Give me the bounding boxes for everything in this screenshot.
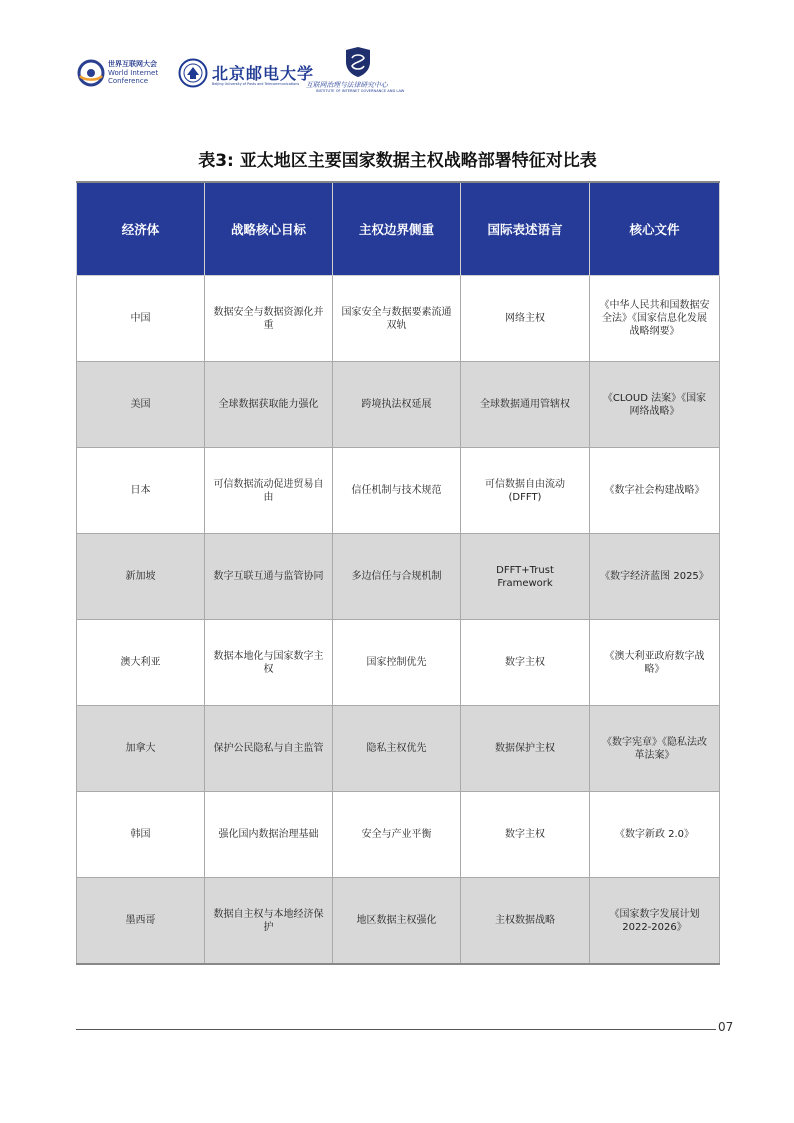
table-cell-language: 主权数据战略 <box>461 878 590 965</box>
page-number: 07 <box>718 1020 734 1034</box>
bupt-logo-en: Beijing University of Posts and Telecommunications <box>212 82 300 86</box>
table-cell-economy: 中国 <box>77 276 205 362</box>
table-cell-goal: 保护公民隐私与自主监管 <box>205 706 333 792</box>
table-cell-focus: 国家控制优先 <box>333 620 461 706</box>
column-header: 核心文件 <box>590 182 720 276</box>
institute-logo-en: INSTITUTE OF INTERNET GOVERNANCE AND LAW <box>316 89 405 93</box>
table-row <box>77 792 720 878</box>
wic-logo-en-2: Conference <box>108 77 149 85</box>
column-header: 国际表述语言 <box>461 182 590 276</box>
institute-logo <box>306 46 416 100</box>
table-row <box>77 448 720 534</box>
bupt-seal-icon <box>178 58 208 88</box>
table-cell-economy: 新加坡 <box>77 534 205 620</box>
table-cell-focus: 隐私主权优先 <box>333 706 461 792</box>
table-cell-focus: 多边信任与合规机制 <box>333 534 461 620</box>
table-cell-language: 数字主权 <box>461 620 590 706</box>
table-row <box>77 276 720 362</box>
table-cell-economy: 美国 <box>77 362 205 448</box>
table-cell-focus: 地区数据主权强化 <box>333 878 461 965</box>
table-cell-focus: 跨境执法权延展 <box>333 362 461 448</box>
table-cell-documents: 《澳大利亚政府数字战略》 <box>590 620 720 706</box>
table-row <box>77 620 720 706</box>
table-cell-goal: 强化国内数据治理基础 <box>205 792 333 878</box>
table-cell-focus: 信任机制与技术规范 <box>333 448 461 534</box>
table-cell-language: 数字主权 <box>461 792 590 878</box>
institute-logo-cn: 互联网治理与法律研究中心 <box>306 81 388 89</box>
table-cell-language: 网络主权 <box>461 276 590 362</box>
table-cell-goal: 全球数据获取能力强化 <box>205 362 333 448</box>
table-row <box>77 878 720 965</box>
table-cell-economy: 澳大利亚 <box>77 620 205 706</box>
column-header: 战略核心目标 <box>205 182 333 276</box>
table-cell-documents: 《数字新政 2.0》 <box>590 792 720 878</box>
table-row <box>77 362 720 448</box>
table-cell-goal: 可信数据流动促进贸易自由 <box>205 448 333 534</box>
wic-logo-cn: 世界互联网大会 <box>108 60 157 68</box>
table-cell-economy: 日本 <box>77 448 205 534</box>
table-cell-language: 全球数据通用管辖权 <box>461 362 590 448</box>
table-cell-documents: 《数字社会构建战略》 <box>590 448 720 534</box>
table-row <box>77 706 720 792</box>
institute-shield-icon <box>344 46 372 78</box>
table-header-row <box>77 182 720 276</box>
table-cell-goal: 数据自主权与本地经济保护 <box>205 878 333 965</box>
table-cell-documents: 《中华人民共和国数据安全法》《国家信息化发展战略纲要》 <box>590 276 720 362</box>
wic-logo-en-1: World Internet <box>108 68 159 77</box>
table-cell-language: 可信数据自由流动(DFFT) <box>461 448 590 534</box>
table-cell-documents: 《数字经济蓝图 2025》 <box>590 534 720 620</box>
table-row <box>77 534 720 620</box>
comparison-table-container <box>76 181 719 965</box>
table-cell-focus: 安全与产业平衡 <box>333 792 461 878</box>
table-title: 表3: 亚太地区主要国家数据主权战略部署特征对比表 <box>198 151 597 171</box>
bupt-logo <box>178 56 315 92</box>
column-header: 经济体 <box>77 182 205 276</box>
column-header: 主权边界侧重 <box>333 182 461 276</box>
table-cell-language: DFFT+Trust Framework <box>461 534 590 620</box>
bupt-logo-name: 北京邮电大学 <box>212 64 315 83</box>
table-cell-documents: 《数字宪章》《隐私法改革法案》 <box>590 706 720 792</box>
table-cell-goal: 数据安全与数据资源化并重 <box>205 276 333 362</box>
page-header <box>76 46 416 100</box>
table-cell-economy: 加拿大 <box>77 706 205 792</box>
table-cell-focus: 国家安全与数据要素流通双轨 <box>333 276 461 362</box>
table-cell-language: 数据保护主权 <box>461 706 590 792</box>
table-cell-documents: 《CLOUD 法案》《国家网络战略》 <box>590 362 720 448</box>
table-cell-economy: 墨西哥 <box>77 878 205 965</box>
table-cell-goal: 数字互联互通与监管协同 <box>205 534 333 620</box>
table-cell-goal: 数据本地化与国家数字主权 <box>205 620 333 706</box>
table-cell-documents: 《国家数字发展计划 2022-2026》 <box>590 878 720 965</box>
globe-ring-icon <box>76 58 106 88</box>
table-cell-economy: 韩国 <box>77 792 205 878</box>
comparison-table <box>76 181 720 965</box>
footer-rule <box>76 1029 716 1030</box>
